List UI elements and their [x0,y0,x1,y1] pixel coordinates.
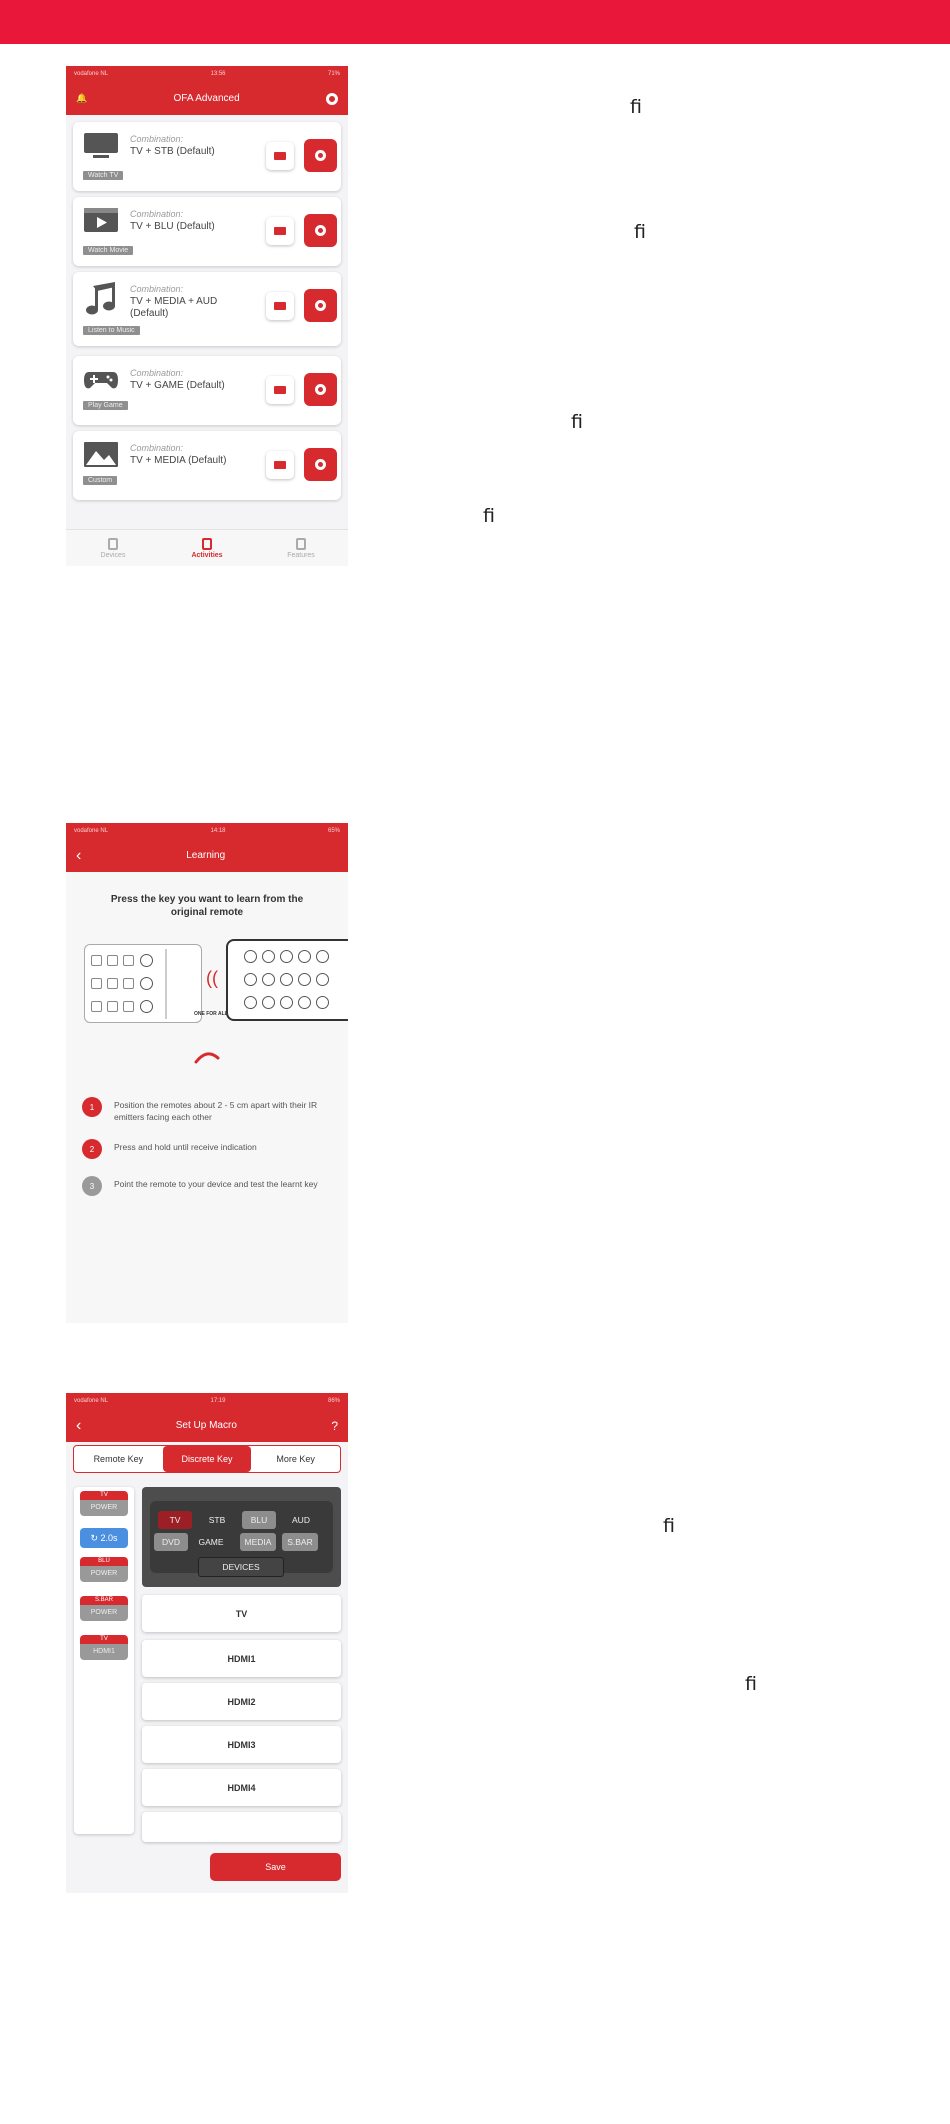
segment-more-key[interactable]: More Key [276,1454,315,1464]
combination-value: TV + STB (Default) [130,146,215,157]
carrier: vodafone NL [74,828,109,834]
remote-key [262,973,275,986]
gear-icon [315,225,326,236]
macro-step-device: S.BAR [80,1596,128,1605]
screenshot-setup-macro [66,1393,348,1893]
step-number: 1 [82,1097,102,1117]
input-item-hdmi3[interactable]: HDMI3 [142,1726,341,1763]
status-bar [66,66,348,82]
remote-button[interactable] [266,292,294,320]
tab-bar [66,529,348,566]
remote-key [107,1001,118,1012]
macro-step-device: BLU [80,1557,128,1566]
remote-key [280,950,293,963]
macro-step[interactable] [80,1557,128,1582]
learning-step [82,1176,324,1196]
ligature-glyph: ﬁ [571,411,583,433]
features-icon [296,538,306,550]
battery: 71% [327,71,340,77]
gear-icon [315,384,326,395]
activity-card[interactable] [73,272,341,346]
gear-icon[interactable] [326,93,338,105]
remote-key [91,978,102,989]
remote-button[interactable] [266,142,294,170]
settings-button[interactable] [304,214,337,247]
remote-key [91,955,102,966]
page-title: OFA Advanced [173,93,240,104]
device-key-media[interactable]: MEDIA [240,1533,276,1551]
settings-button[interactable] [304,448,337,481]
activity-card[interactable] [73,122,341,191]
status-bar [66,823,348,839]
ligature-glyph: ﬁ [634,221,646,243]
nav-bar [66,1409,348,1442]
learning-instruction: Press the key you want to learn from the original remote [110,894,304,918]
activity-tag: Play Game [83,401,128,410]
remote-key [107,955,118,966]
help-icon[interactable]: ? [331,1418,338,1433]
remote-key [280,996,293,1009]
macro-step-device: TV [80,1635,128,1644]
step-number: 3 [82,1176,102,1196]
remote-key [123,978,134,989]
activity-card[interactable] [73,197,341,266]
activity-card[interactable] [73,356,341,425]
remote-key [262,950,275,963]
device-key-tv[interactable]: TV [158,1511,192,1529]
device-key-aud[interactable]: AUD [292,1515,310,1525]
image-icon [83,441,119,469]
remote-icon [274,227,286,235]
carrier: vodafone NL [74,71,109,77]
ligature-glyph: ﬁ [483,505,495,527]
remote-key [123,1001,134,1012]
movie-icon [83,207,119,235]
macro-step-device: TV [80,1491,128,1500]
input-item-hdmi2[interactable]: HDMI2 [142,1683,341,1720]
device-key-dvd[interactable]: DVD [154,1533,188,1551]
tv-icon [83,132,119,160]
segment-discrete-key[interactable]: Discrete Key [163,1446,252,1472]
device-selector-panel [142,1487,341,1587]
device-key-stb[interactable]: STB [208,1515,226,1525]
combination-value: TV + MEDIA (Default) [130,455,227,466]
remote-icon [274,461,286,469]
tab-label: Activities [191,551,223,559]
tab-devices[interactable] [66,530,160,566]
bell-icon[interactable]: 🔔 [76,93,88,103]
gear-icon [315,459,326,470]
remote-icon [274,302,286,310]
remote-brand-label: ONE FOR ALL [194,1011,228,1017]
nav-bar [66,82,348,115]
macro-step-key: POWER [80,1566,128,1582]
status-bar [66,1393,348,1409]
remote-key [316,950,329,963]
activities-icon [202,538,212,550]
remote-icon [274,152,286,160]
remote-key [298,996,311,1009]
step-number: 2 [82,1139,102,1159]
remote-button[interactable] [266,451,294,479]
carrier: vodafone NL [74,1398,109,1404]
remote-key [262,996,275,1009]
combination-label: Combination: [130,134,184,144]
macro-step[interactable] [80,1596,128,1621]
top-accent-bar [0,0,950,44]
macro-step-key: POWER [80,1500,128,1516]
ligature-glyph: ﬁ [663,1515,675,1537]
remote-button[interactable] [266,376,294,404]
ir-signal-icon: (( [206,968,218,988]
remote-key [140,954,153,967]
combination-value: TV + GAME (Default) [130,380,225,391]
remote-key [91,1001,102,1012]
remote-key [280,973,293,986]
ligature-glyph: ﬁ [630,96,642,118]
activity-tag: Watch TV [83,171,123,180]
page-title: Learning [186,850,226,861]
learning-step [82,1097,324,1123]
input-item-hdmi1[interactable]: HDMI1 [142,1640,341,1677]
remote-button[interactable] [266,217,294,245]
devices-button[interactable]: DEVICES [198,1557,284,1577]
tab-label: Devices [100,551,126,559]
settings-button[interactable] [304,289,337,322]
gamepad-icon [83,366,119,394]
tab-features[interactable] [254,530,348,566]
page-title: Set Up Macro [175,1420,237,1431]
input-item-partial [142,1812,341,1842]
clock: 17:19 [210,1398,226,1404]
tab-activities[interactable] [160,530,254,566]
combination-label: Combination: [130,284,184,294]
device-key-game[interactable]: GAME [198,1537,224,1547]
macro-step[interactable] [80,1491,128,1516]
settings-button[interactable] [304,373,337,406]
remote-key [298,950,311,963]
step-text: Point the remote to your device and test the learnt key [114,1179,318,1189]
macro-step-key: HDMI1 [80,1644,128,1660]
remote-icon [274,386,286,394]
macro-step-key: POWER [80,1605,128,1621]
loading-spinner-icon [192,1046,222,1066]
gear-icon [315,150,326,161]
battery: 86% [327,1398,340,1404]
key-type-segmented-control [73,1445,341,1473]
clock: 13:56 [210,71,226,77]
input-item-tv[interactable]: TV [142,1595,341,1632]
input-item-hdmi4[interactable]: HDMI4 [142,1769,341,1806]
back-icon[interactable]: ‹ [76,846,82,864]
remote-icon [108,538,118,550]
macro-delay-step[interactable] [80,1528,128,1548]
save-button[interactable]: Save [210,1853,341,1881]
remote-key [244,973,257,986]
settings-button[interactable] [304,139,337,172]
combination-value: TV + BLU (Default) [130,221,215,232]
screenshot-activities [66,66,348,566]
macro-step-list [74,1487,134,1834]
ofa-remote-illustration [226,939,348,1021]
remote-divider [165,949,167,1019]
remote-key [244,996,257,1009]
segment-remote-key[interactable]: Remote Key [93,1454,144,1464]
activity-card[interactable] [73,431,341,500]
remote-key [140,977,153,990]
tab-label: Features [287,551,315,559]
device-key-sbar[interactable]: S.BAR [282,1533,318,1551]
ligature-glyph: ﬁ [745,1673,757,1695]
remote-key [123,955,134,966]
back-icon[interactable]: ‹ [76,1416,82,1434]
remote-key [298,973,311,986]
combination-value: TV + MEDIA + AUD (Default) [130,296,218,319]
learning-step [82,1139,324,1159]
music-icon [83,282,119,316]
combination-label: Combination: [130,368,184,378]
remote-key [316,973,329,986]
delay-value: 2.0s [100,1533,118,1543]
activity-tag: Listen to Music [83,326,140,335]
combination-label: Combination: [130,443,184,453]
battery: 65% [327,828,340,834]
screenshot-learning [66,823,348,1323]
combination-label: Combination: [130,209,184,219]
activity-tag: Custom [83,476,117,485]
clock: 14:18 [210,828,226,834]
remote-key [140,1000,153,1013]
original-remote-illustration [84,944,202,1023]
activity-tag: Watch Movie [83,246,133,255]
nav-bar [66,839,348,872]
macro-step[interactable] [80,1635,128,1660]
remote-key [107,978,118,989]
remote-key [316,996,329,1009]
step-text: Press and hold until receive indication [114,1142,257,1152]
step-text: Position the remotes about 2 - 5 cm apart with their IR emitters facing each other [114,1100,318,1122]
device-key-blu[interactable]: BLU [242,1511,276,1529]
timer-icon: ↻ [90,1533,101,1543]
remote-key [244,950,257,963]
gear-icon [315,300,326,311]
